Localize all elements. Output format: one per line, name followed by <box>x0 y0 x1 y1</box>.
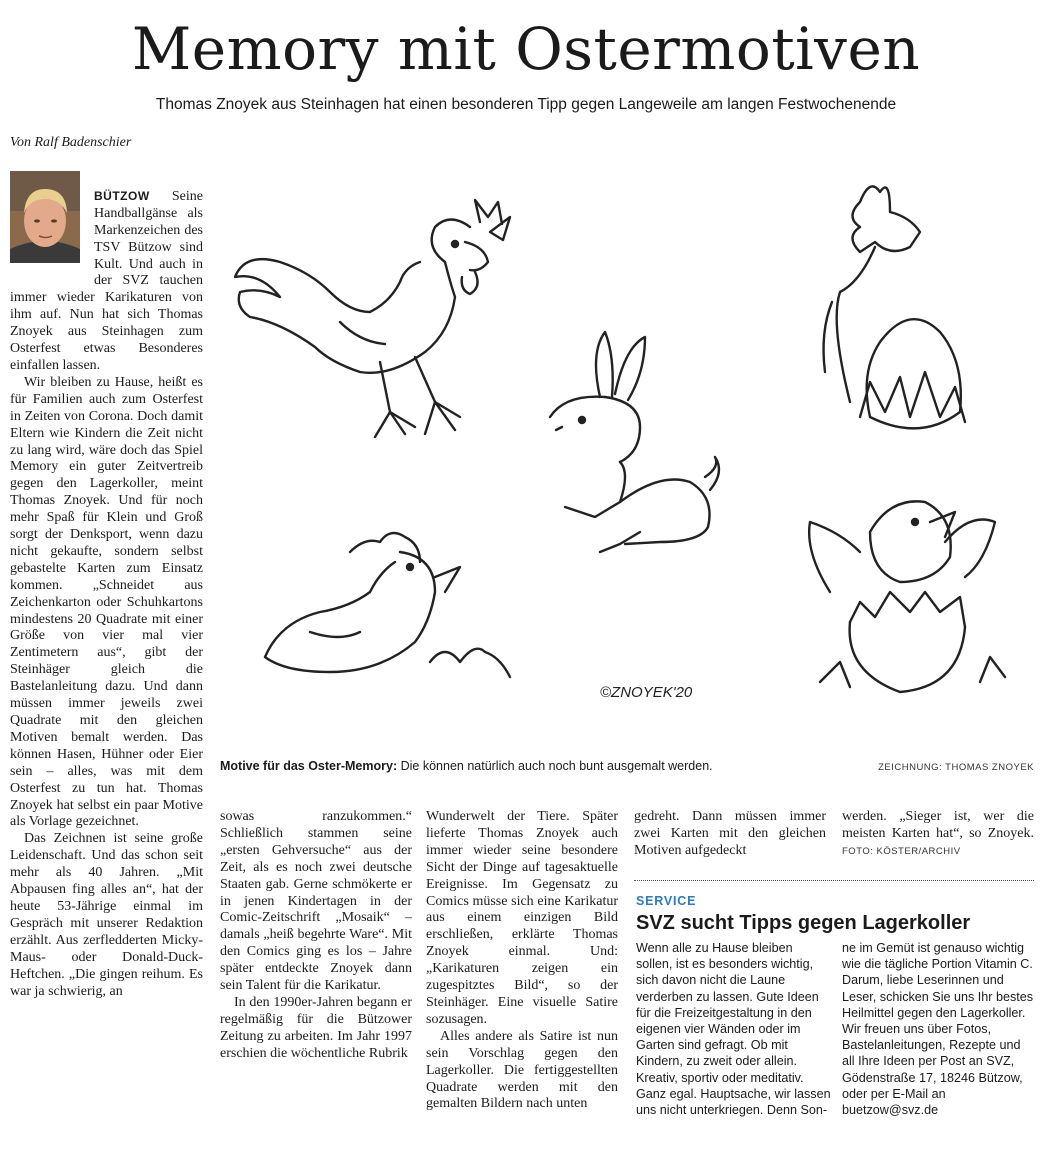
lead-text: Seine Handballgänse als Markenzeichen des TSV Bützow sind Kult. Und auch in der SVZ tauchen immer wieder Karikaturen von ihm auf. Nun hat sich Thomas Znoyek aus Steinhagen zum Osterfest etwas Besonderes einfallen lassen. <box>10 188 203 373</box>
article-column-2 <box>220 809 412 1063</box>
subheadline: Thomas Znoyek aus Steinhagen hat einen besonderen Tipp gegen Langeweile am langen Festwochenende <box>155 96 897 113</box>
service-text: ne im Gemüt ist genauso wichtig wie die tägliche Portion Vitamin C. Darum, liebe Leserinnen und Leser, schicken Sie uns Ihr bestes Heilmittel gegen den Lagerkoller. Wir freuen uns über Fotos, Bastelanleitungen, Rezepte und all Ihre Ideen per Post an SVZ, Gödenstraße 17, 18246 Bützow, oder per E-Mail an buetzow@svz.de <box>842 941 1034 1118</box>
service-title: SVZ sucht Tipps gegen Lagerkoller <box>636 912 971 934</box>
article-column-1 <box>10 171 203 1000</box>
article-column-3 <box>426 809 618 1113</box>
easter-drawings-illustration <box>220 172 1034 756</box>
paragraph: Alles andere als Satire ist nun sein Vorschlag gegen den Lagerkoller. Die fertiggestellten Quadrate werden mit den gemalten Bildern nach unten <box>426 1028 618 1112</box>
photo-credit: FOTO: KÖSTER/ARCHIV <box>842 845 961 857</box>
paragraph: Das Zeichnen ist seine große Leidenschaft. Und das schon seit mehr als 40 Jahren. „Mit Abpausen fing alles an“, hat der heute 53-Jährige einmal im Gespräch mit unserer Redaktion erzählt. Aus zerfledderten Micky-Maus- oder Donald-Duck-Heftchen. „Die gingen reihum. Es war ja schwierig, an <box>10 831 203 999</box>
byline: Von Ralf Badenschier <box>10 135 132 150</box>
dateline: BÜTZOW <box>94 188 150 203</box>
headline: Memory mit Ostermotiven <box>131 15 921 83</box>
paragraph: gedreht. Dann müssen immer zwei Karten mit den gleichen Motiven aufgedeckt <box>634 809 826 858</box>
article-column-5 <box>842 809 1034 861</box>
service-column-1 <box>636 940 831 1118</box>
drawing-credit: ZEICHNUNG: THOMAS ZNOYEK <box>878 762 1034 773</box>
caption-text: Die können natürlich auch noch bunt ausgemalt werden. <box>400 759 713 773</box>
caption-label: Motive für das Oster-Memory: <box>220 759 398 773</box>
drawing-signature: ©ZNOYEK'20 <box>600 684 693 701</box>
service-divider <box>634 880 1034 881</box>
paragraph: Wunderwelt der Tiere. Später lieferte Thomas Znoyek auch immer wieder seine besondere Sicht der Dinge auf tagesaktuelle Ereignisse. Im Gegensatz zu Comics müsse sich eine Karikatur aus einem einzigen Bild erschließen, erklärte Thomas Znoyek einmal. Und: „Karikaturen zeigen ein zugespitztes Bild“, so der Steinhäger. Eine visuelle Satire sozusagen. <box>426 809 618 1027</box>
service-kicker: SERVICE <box>636 894 697 908</box>
service-text: Wenn alle zu Hause bleiben sollen, ist es besonders wichtig, sich davon nicht die Laune verderben zu lassen. Gute Ideen für die Freizeitgestaltung in den eigenen vier Wänden oder im Garten sind gefragt. Ob mit Kindern, zu zweit oder allein. Kreativ, sportiv oder meditativ. Ganz egal. Hauptsache, wir lassen uns nicht unterkriegen. Denn Son- <box>636 941 831 1118</box>
paragraph: werden. „Sieger ist, wer die meisten Karten hat“, so Znoyek. <box>842 809 1034 841</box>
paragraph: sowas ranzukommen.“ Schließlich stammen seine „ersten Gehversuche“ aus der Zeit, als es noch zwei deutsche Staaten gab. Gerne schmökerte er in jenen Kindertagen in der Comic-Zeitschrift „Mosaik“ – damals „heiß begehrte Ware“. Mit den Comics ging es los – Jahre später entdeckte Znoyek dann sein Talent für die Karikatur. <box>220 809 412 994</box>
article-column-4 <box>634 809 826 860</box>
paragraph: Wir bleiben zu Hause, heißt es für Familien auch zum Osterfest in Zeiten von Corona. Doch damit Eltern wie Kindern die Zeit nicht zu lang wird, wäre doch das Spiel Memory ein guter Zeitvertreib gegen den Lagerkoller, meint Thomas Znoyek. Und für noch mehr Spaß für Klein und Groß sorgt der Denksport, wenn dazu nicht gekaufte, sondern selbst gebastelte Karten zum Einsatz kommen. „Schneidet aus Zeichenkarton oder Schuhkartons mindestens 20 Quadrate mit einer Größe von vier mal vier Zentimetern aus“, gibt der Steinhäger gleich die Bastelanleitung dazu. Und dann müssen immer jeweils zwei Quadrate mit den gleichen Motiven bemalt werden. Das können Hasen, Hühner oder Eier sein – alles, was mit dem Osterfest zu tun hat. Thomas Znoyek hat selbst ein paar Motive als Vorlage gezeichnet. <box>10 374 203 830</box>
service-column-2 <box>842 940 1034 1118</box>
paragraph: In den 1990er-Jahren begann er regelmäßig für die Bützower Zeitung zu arbeiten. Im Jahr 1997 erschien die wöchentliche Rubrik <box>220 994 412 1061</box>
